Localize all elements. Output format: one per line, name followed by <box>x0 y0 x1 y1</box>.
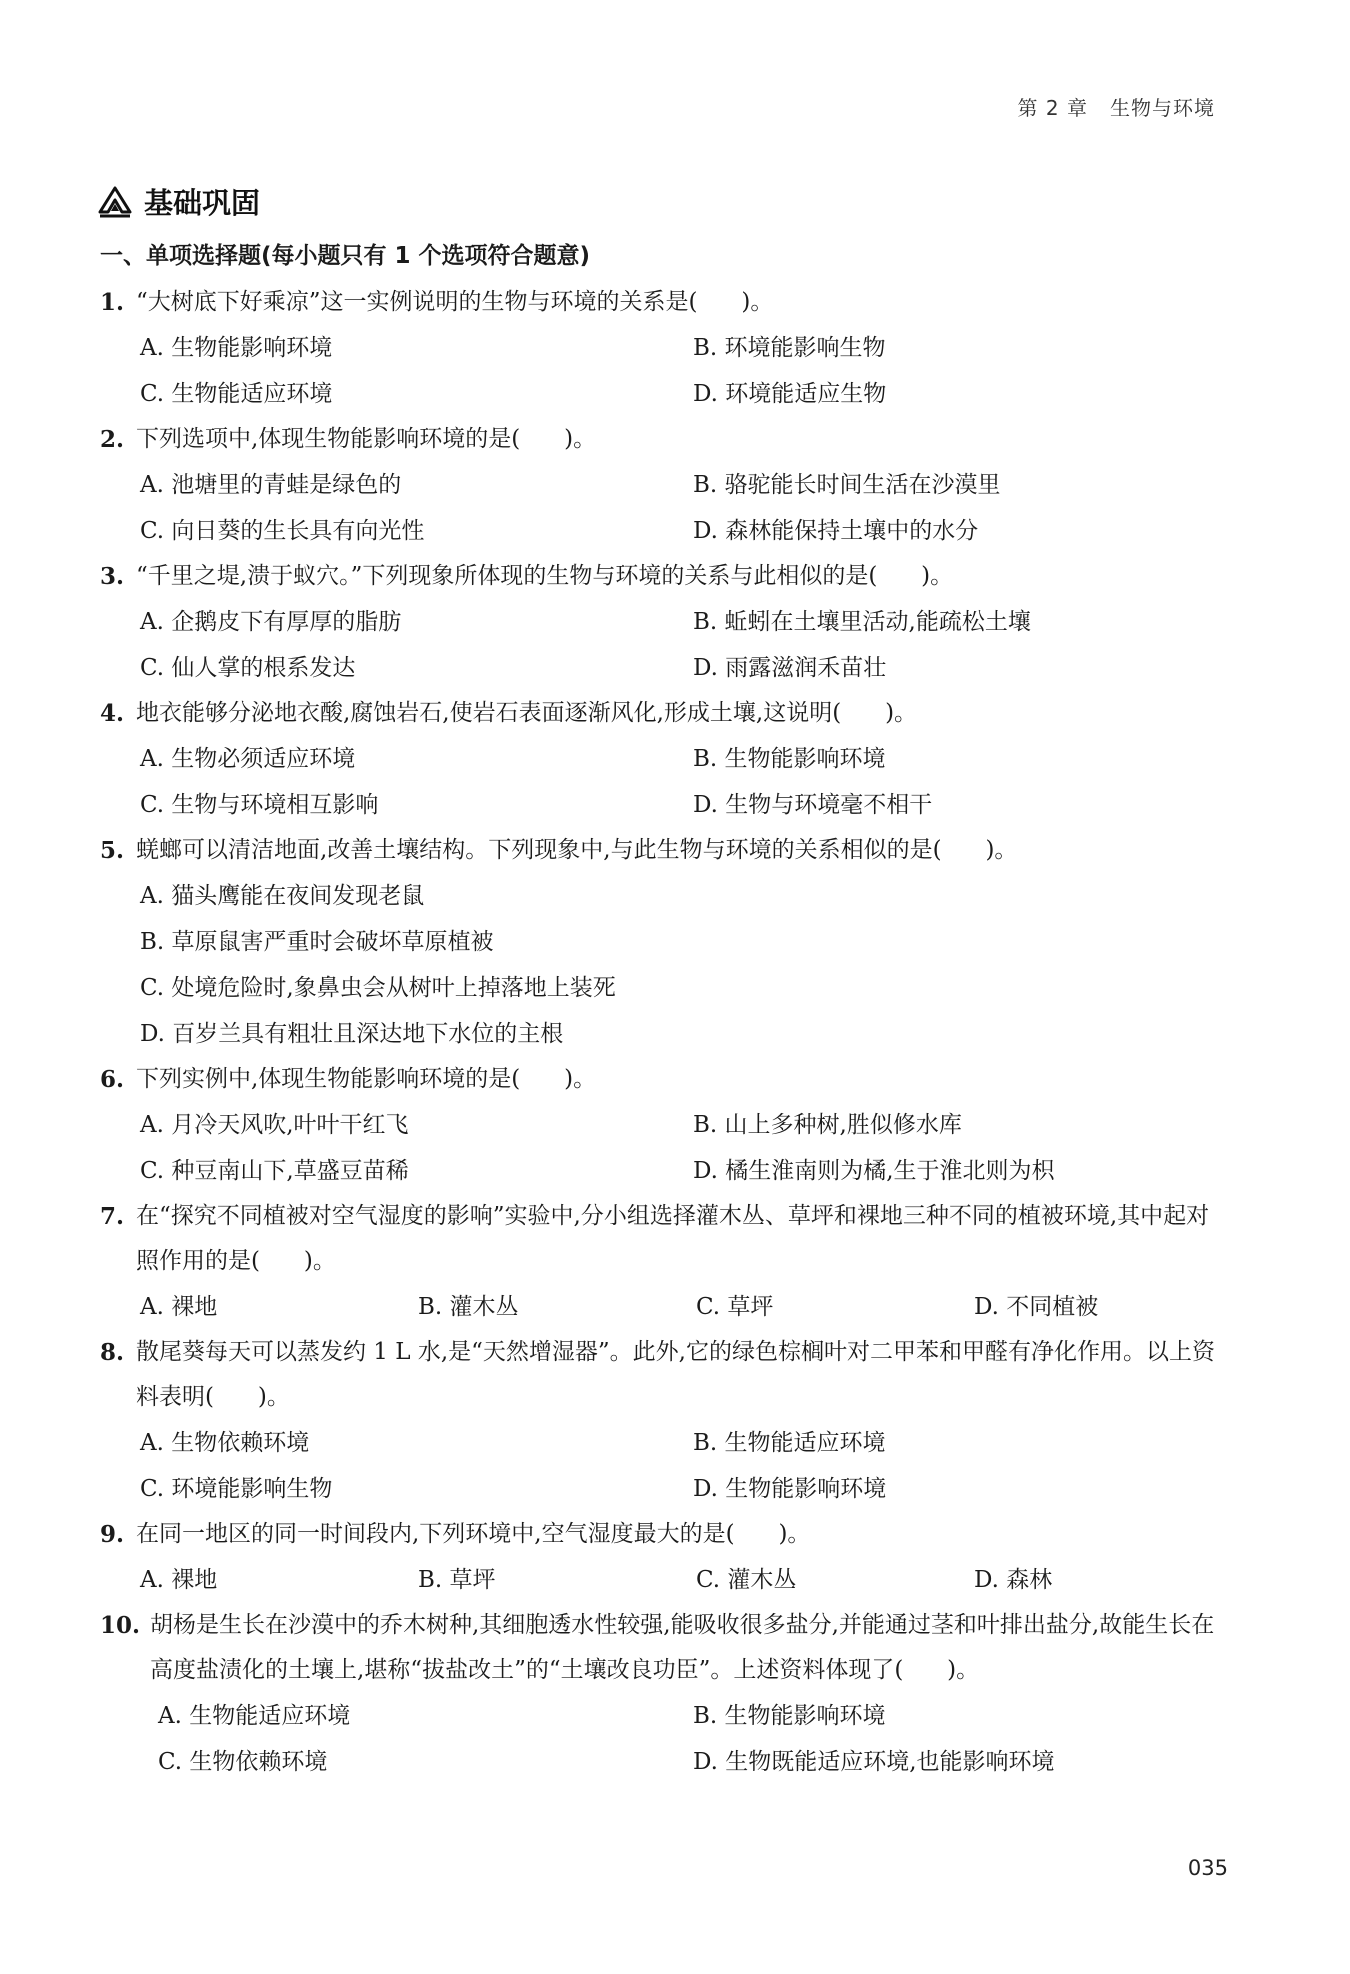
question-number: 3. <box>100 563 125 590</box>
question-text: 在同一地区的同一时间段内,下列环境中,空气湿度最大的是( )。 <box>136 1521 811 1547</box>
question-number: 7. <box>100 1203 125 1230</box>
option-b: B. 生物能影响环境 <box>693 746 886 772</box>
section-logo-icon <box>98 186 132 218</box>
option-b: B. 骆驼能长时间生活在沙漠里 <box>693 472 1001 498</box>
question-4 <box>100 691 1230 828</box>
question-5 <box>100 828 1230 1057</box>
option-c: C. 生物与环境相互影响 <box>140 792 379 818</box>
question-number: 4. <box>100 700 125 727</box>
question-8 <box>100 1330 1230 1512</box>
option-d: D. 森林 <box>974 1567 1053 1593</box>
question-text: 散尾葵每天可以蒸发约 1 L 水,是“天然增湿器”。此外,它的绿色棕榈叶对二甲苯和甲醛有净化作用。以上资料表明( )。 <box>136 1339 1215 1410</box>
question-2 <box>100 417 1230 554</box>
question-text: 地衣能够分泌地衣酸,腐蚀岩石,使岩石表面逐渐风化,形成土壤,这说明( )。 <box>136 700 918 726</box>
option-d: D. 森林能保持土壤中的水分 <box>693 518 979 544</box>
option-a: A. 裸地 <box>140 1567 218 1593</box>
option-a: A. 猫头鹰能在夜间发现老鼠 <box>140 883 425 909</box>
question-text: “千里之堤,溃于蚁穴。”下列现象所体现的生物与环境的关系与此相似的是( )。 <box>136 563 954 589</box>
question-3 <box>100 554 1230 691</box>
page-header <box>1018 92 1215 121</box>
option-b: B. 环境能影响生物 <box>693 335 886 361</box>
section-heading <box>98 181 260 222</box>
option-d: D. 雨露滋润禾苗壮 <box>693 655 887 681</box>
chapter-label: 第 2 章 <box>1017 96 1088 120</box>
question-number: 10. <box>100 1612 141 1639</box>
question-9 <box>100 1512 1230 1603</box>
page-number: 035 <box>1187 1856 1228 1880</box>
option-b: B. 生物能适应环境 <box>693 1430 886 1456</box>
option-c: C. 草坪 <box>696 1294 774 1320</box>
option-c: C. 生物依赖环境 <box>158 1749 328 1775</box>
option-d: D. 生物既能适应环境,也能影响环境 <box>693 1749 1055 1775</box>
option-d: D. 橘生淮南则为橘,生于淮北则为枳 <box>693 1158 1055 1184</box>
option-a: A. 月冷天风吹,叶叶干红飞 <box>140 1112 409 1138</box>
option-a: A. 池塘里的青蛙是绿色的 <box>140 472 402 498</box>
question-text: 在“探究不同植被对空气湿度的影响”实验中,分小组选择灌木丛、草坪和裸地三种不同的植被环境,其中起对照作用的是( )。 <box>136 1203 1210 1274</box>
question-text: 下列实例中,体现生物能影响环境的是( )。 <box>136 1066 597 1092</box>
option-a: A. 生物必须适应环境 <box>140 746 356 772</box>
question-text: 下列选项中,体现生物能影响环境的是( )。 <box>136 426 597 452</box>
option-c: C. 环境能影响生物 <box>140 1476 333 1502</box>
option-b: B. 草原鼠害严重时会破坏草原植被 <box>140 929 494 955</box>
question-number: 9. <box>100 1521 125 1548</box>
option-c: C. 处境危险时,象鼻虫会从树叶上掉落地上装死 <box>140 975 616 1001</box>
option-a: A. 生物能适应环境 <box>158 1703 351 1729</box>
question-number: 5. <box>100 837 125 864</box>
question-7 <box>100 1194 1230 1330</box>
question-text: 蜣螂可以清洁地面,改善土壤结构。下列现象中,与此生物与环境的关系相似的是( )。 <box>136 837 1018 863</box>
option-c: C. 仙人掌的根系发达 <box>140 655 356 681</box>
question-number: 6. <box>100 1066 125 1093</box>
option-b: B. 草坪 <box>418 1567 496 1593</box>
option-d: D. 生物能影响环境 <box>693 1476 887 1502</box>
question-text: 胡杨是生长在沙漠中的乔木树种,其细胞透水性较强,能吸收很多盐分,并能通过茎和叶排出盐分,故能生长在高度盐渍化的土壤上,堪称“拔盐改土”的“土壤改良功臣”。上述资料体现了( )。 <box>150 1612 1215 1683</box>
chapter-title: 生物与环境 <box>1110 96 1215 120</box>
question-text: “大树底下好乘凉”这一实例说明的生物与环境的关系是( )。 <box>136 289 774 315</box>
question-number: 2. <box>100 426 125 453</box>
question-number: 8. <box>100 1339 125 1366</box>
option-a: A. 裸地 <box>140 1294 218 1320</box>
option-b: B. 山上多种树,胜似修水库 <box>693 1112 962 1138</box>
option-c: C. 生物能适应环境 <box>140 381 333 407</box>
option-c: C. 种豆南山下,草盛豆苗稀 <box>140 1158 409 1184</box>
option-d: D. 环境能适应生物 <box>693 381 887 407</box>
option-c: C. 向日葵的生长具有向光性 <box>140 518 425 544</box>
question-number: 1. <box>100 289 125 316</box>
question-10 <box>100 1603 1230 1785</box>
option-b: B. 蚯蚓在土壤里活动,能疏松土壤 <box>693 609 1031 635</box>
option-c: C. 灌木丛 <box>696 1567 797 1593</box>
option-d: D. 不同植被 <box>974 1294 1099 1320</box>
option-b: B. 灌木丛 <box>418 1294 519 1320</box>
option-a: A. 生物能影响环境 <box>140 335 333 361</box>
question-6 <box>100 1057 1230 1194</box>
option-d: D. 百岁兰具有粗壮且深达地下水位的主根 <box>140 1021 564 1047</box>
question-1 <box>100 280 1230 417</box>
section-title: 基础巩固 <box>144 186 261 220</box>
option-a: A. 生物依赖环境 <box>140 1430 310 1456</box>
option-a: A. 企鹅皮下有厚厚的脂肪 <box>140 609 402 635</box>
question-type-heading: 一、单项选择题(每小题只有 1 个选项符合题意) <box>100 243 591 269</box>
question-list <box>100 236 1230 1785</box>
option-d: D. 生物与环境毫不相干 <box>693 792 933 818</box>
option-b: B. 生物能影响环境 <box>693 1703 886 1729</box>
